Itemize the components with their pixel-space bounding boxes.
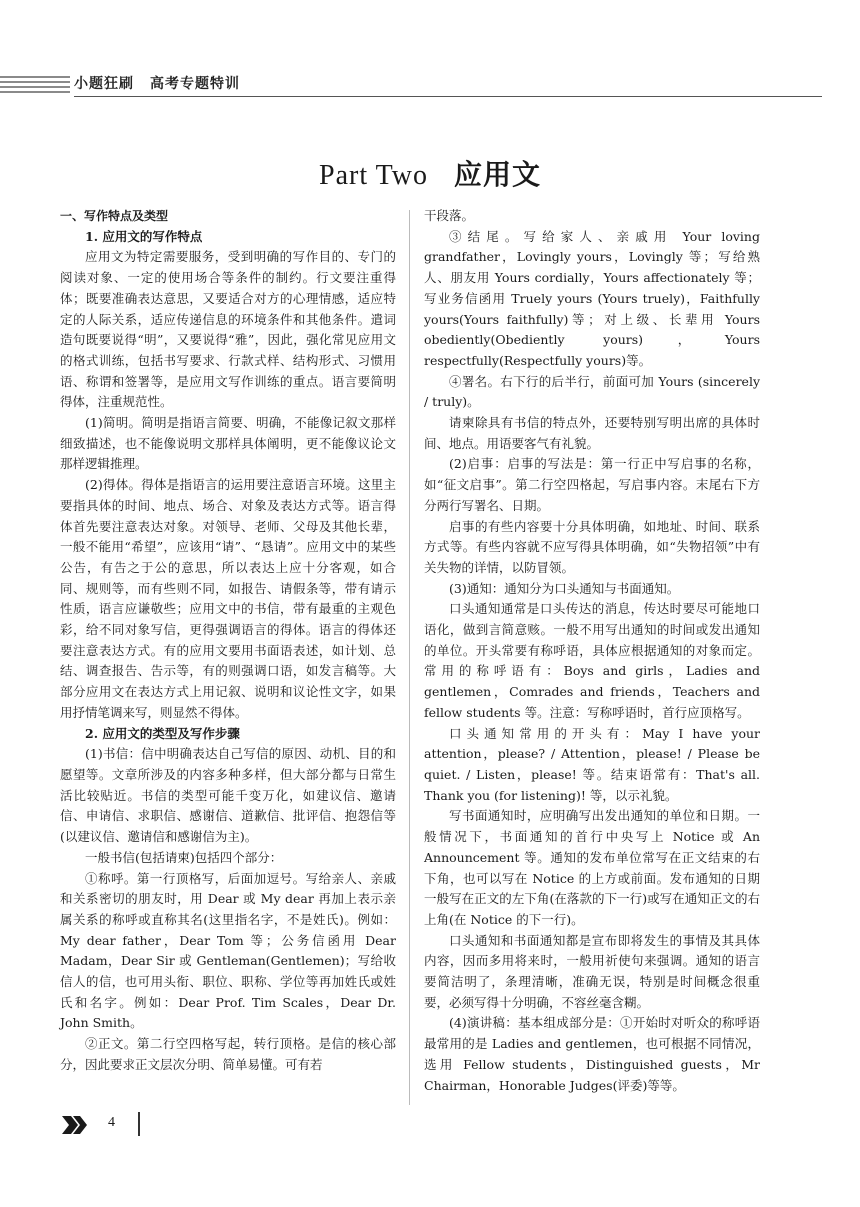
right-column (424, 206, 773, 1096)
paragraph: 干段落。 (424, 208, 475, 223)
section-heading: 一、写作特点及类型 (60, 209, 169, 223)
paragraph: (2)启事：启事的写法是：第一行正中写启事的名称，如“征文启事”。第二行空四格起，写启事内容。末尾右下方分两行写署名、日期。 (424, 456, 760, 513)
paragraph: ②正文。第二行空四格写起，转行顶格。是信的核心部分，因此要求正文层次分明、简单易懂。可有若 (60, 1036, 396, 1072)
subsection-heading: 2. 应用文的类型及写作步骤 (85, 725, 240, 741)
paragraph: (2)得体。得体是指语言的运用要注意语言环境。这里主要指具体的时间、地点、场合、对象及表达方式等。语言得体首先要注意表达对象。对领导、老师、父母及其他长辈，一般不能用“希望”，应该用“请”、“恳请”。应用文中的某些公告，有告之于公的意思，所以表达上应十分客观，如合同、规则等，而有些则不同，如报告、请假条等，带有请示性质，语言应谦敬些；应用文中的书信，带有最重的主观色彩，给不同对象写信，更得强调语言的得体。语言的得体还要注意表达方式。有的应用文要用书面语表述，如计划、总结、调查报告、告示等，有的则强调口语，如发言稿等。大部分应用文在表达方式上用记叙、说明和议论性文字，如果用抒情笔调来写，则显然不得体。 (60, 477, 396, 720)
paragraph: 应用文为特定需要服务，受到明确的写作目的、专门的阅读对象、一定的使用场合等条件的制约。行文要注重得体；既要准确表达意思，又要适合对方的心理情感，适应特定的人际关系，适应传递信息的环境条件和其他条件。遣词造句既要说得“明”，又要说得“雅”，因此，强化常见应用文的格式训练，包括书写要求、行款式样、结构形式、习惯用语、称谓和签署等，是应用文写作训练的重点。语言要简明得体，注重规范性。 (60, 249, 396, 410)
title-chinese: 应用文 (453, 158, 541, 191)
header-decoration-lines (0, 76, 70, 96)
page-title (0, 153, 860, 193)
page-number: 4 (108, 1115, 115, 1130)
paragraph: 请柬除具有书信的特点外，还要特别写明出席的具体时间、地点。用语要客气有礼貌。 (424, 415, 760, 451)
title-english: Part Two (319, 160, 428, 191)
paragraph: 写书面通知时，应明确写出发出通知的单位和日期。一般情况下，书面通知的首行中央写上 Notice 或 An Announcement 等。通知的发布单位常写在正文结束的右下角，也可以写在 Notice 的上方或前面。发布通知的日期一般写在正文的左下角(在落款的下一行)或写在通知正文的右上角(在 Notice 的下一行)。 (424, 808, 760, 927)
paragraph: (1)书信：信中明确表达自己写信的原因、动机、目的和愿望等。文章所涉及的内容多种多样，但大部分都与日常生活比较贴近。书信的类型可能千变万化，如建议信、邀请信、申请信、求职信、感谢信、道歉信、批评信、抱怨信等(以建议信、邀请信和感谢信为主)。 (60, 746, 396, 845)
footer-divider (138, 1112, 140, 1136)
paragraph: (4)演讲稿：基本组成部分是：①开始时对听众的称呼语 最常用的是 Ladies and gentlemen，也可根据不同情况，选用 Fellow students，Distinguished guests，Mr Chairman，Honorable Judges(评委)等等。 (424, 1015, 773, 1093)
paragraph: 口头通知和书面通知都是宣布即将发生的事情及其具体内容，因而多用将来时，一般用祈使句来强调。通知的语言要简洁明了，条理清晰，准确无误，特别是时间概念很重要，必须写得十分明确，不容丝毫含糊。 (424, 932, 760, 1010)
chevron-right-icon (62, 1116, 90, 1134)
header-subtitle: 高考专题特训 (150, 76, 240, 92)
paragraph: ①称呼。第一行顶格写，后面加逗号。写给亲人、亲戚和关系密切的朋友时，用 Dear 或 My dear 再加上表示亲属关系的称呼或直称其名(这里指名字，不是姓氏)。例如：My dear father，Dear Tom 等；公务信函用 Dear Madam，Dear Sir 或 Gentleman(Gentlemen)；写给收信人的信，也可用头衔、职位、职称、学位等再加姓氏或姓氏和名字。例如：Dear Prof. Tim Scales，Dear Dr. John Smith。 (60, 870, 396, 1031)
paragraph: (1)简明。简明是指语言简要、明确，不能像记叙文那样细致描述，也不能像说明文那样具体阐明，更不能像议论文那样逻辑推理。 (60, 415, 396, 472)
paragraph: ④署名。右下行的后半行，前面可加 Yours (sincerely / truly)。 (424, 373, 760, 410)
paragraph: 口头通知常用的开头有：May I have your attention，please? / Attention，please! / Please be quiet. / Listen，please! 等。结束语常有：That's all. Thank you (for listening)! 等，以示礼貌。 (424, 725, 760, 803)
column-divider (409, 210, 410, 1105)
paragraph: 一般书信(包括请柬)包括四个部分： (85, 849, 283, 865)
paragraph: 口头通知通常是口头传达的消息，传达时要尽可能地口语化，做到言简意赅。一般不用写出通知的时间或发出通知的单位。开头常要有称呼语，具体应根据通知的对象而定。常用的称呼语有：Boys and girls，Ladies and gentlemen，Comrades and friends，Teachers and fellow students 等。注意：写称呼语时，首行应顶格写。 (424, 601, 760, 720)
header-rule (74, 96, 822, 97)
running-header (74, 73, 240, 93)
paragraph: (3)通知：通知分为口头通知与书面通知。 (449, 580, 680, 596)
header-series: 小题狂刷 (74, 76, 134, 92)
paragraph: ③结尾。写给家人、亲戚用 Your loving grandfather，Lovingly yours，Lovingly 等；写给熟人、朋友用 Yours cordially，Yours affectionately 等；写业务信函用 Truely yours (Yours truely)，Faithfully yours(Yours faithfully)等；对上级、长辈用 Yours obediently(Obediently yours)，Yours respectfully(Respectfully yours)等。 (424, 228, 760, 368)
paragraph: 启事的有些内容要十分具体明确，如地址、时间、联系方式等。有些内容就不应写得具体明确，如“失物招领”中有关失物的详情，以防冒领。 (424, 518, 760, 575)
subsection-heading: 1. 应用文的写作特点 (85, 228, 203, 244)
left-column (60, 206, 396, 1076)
